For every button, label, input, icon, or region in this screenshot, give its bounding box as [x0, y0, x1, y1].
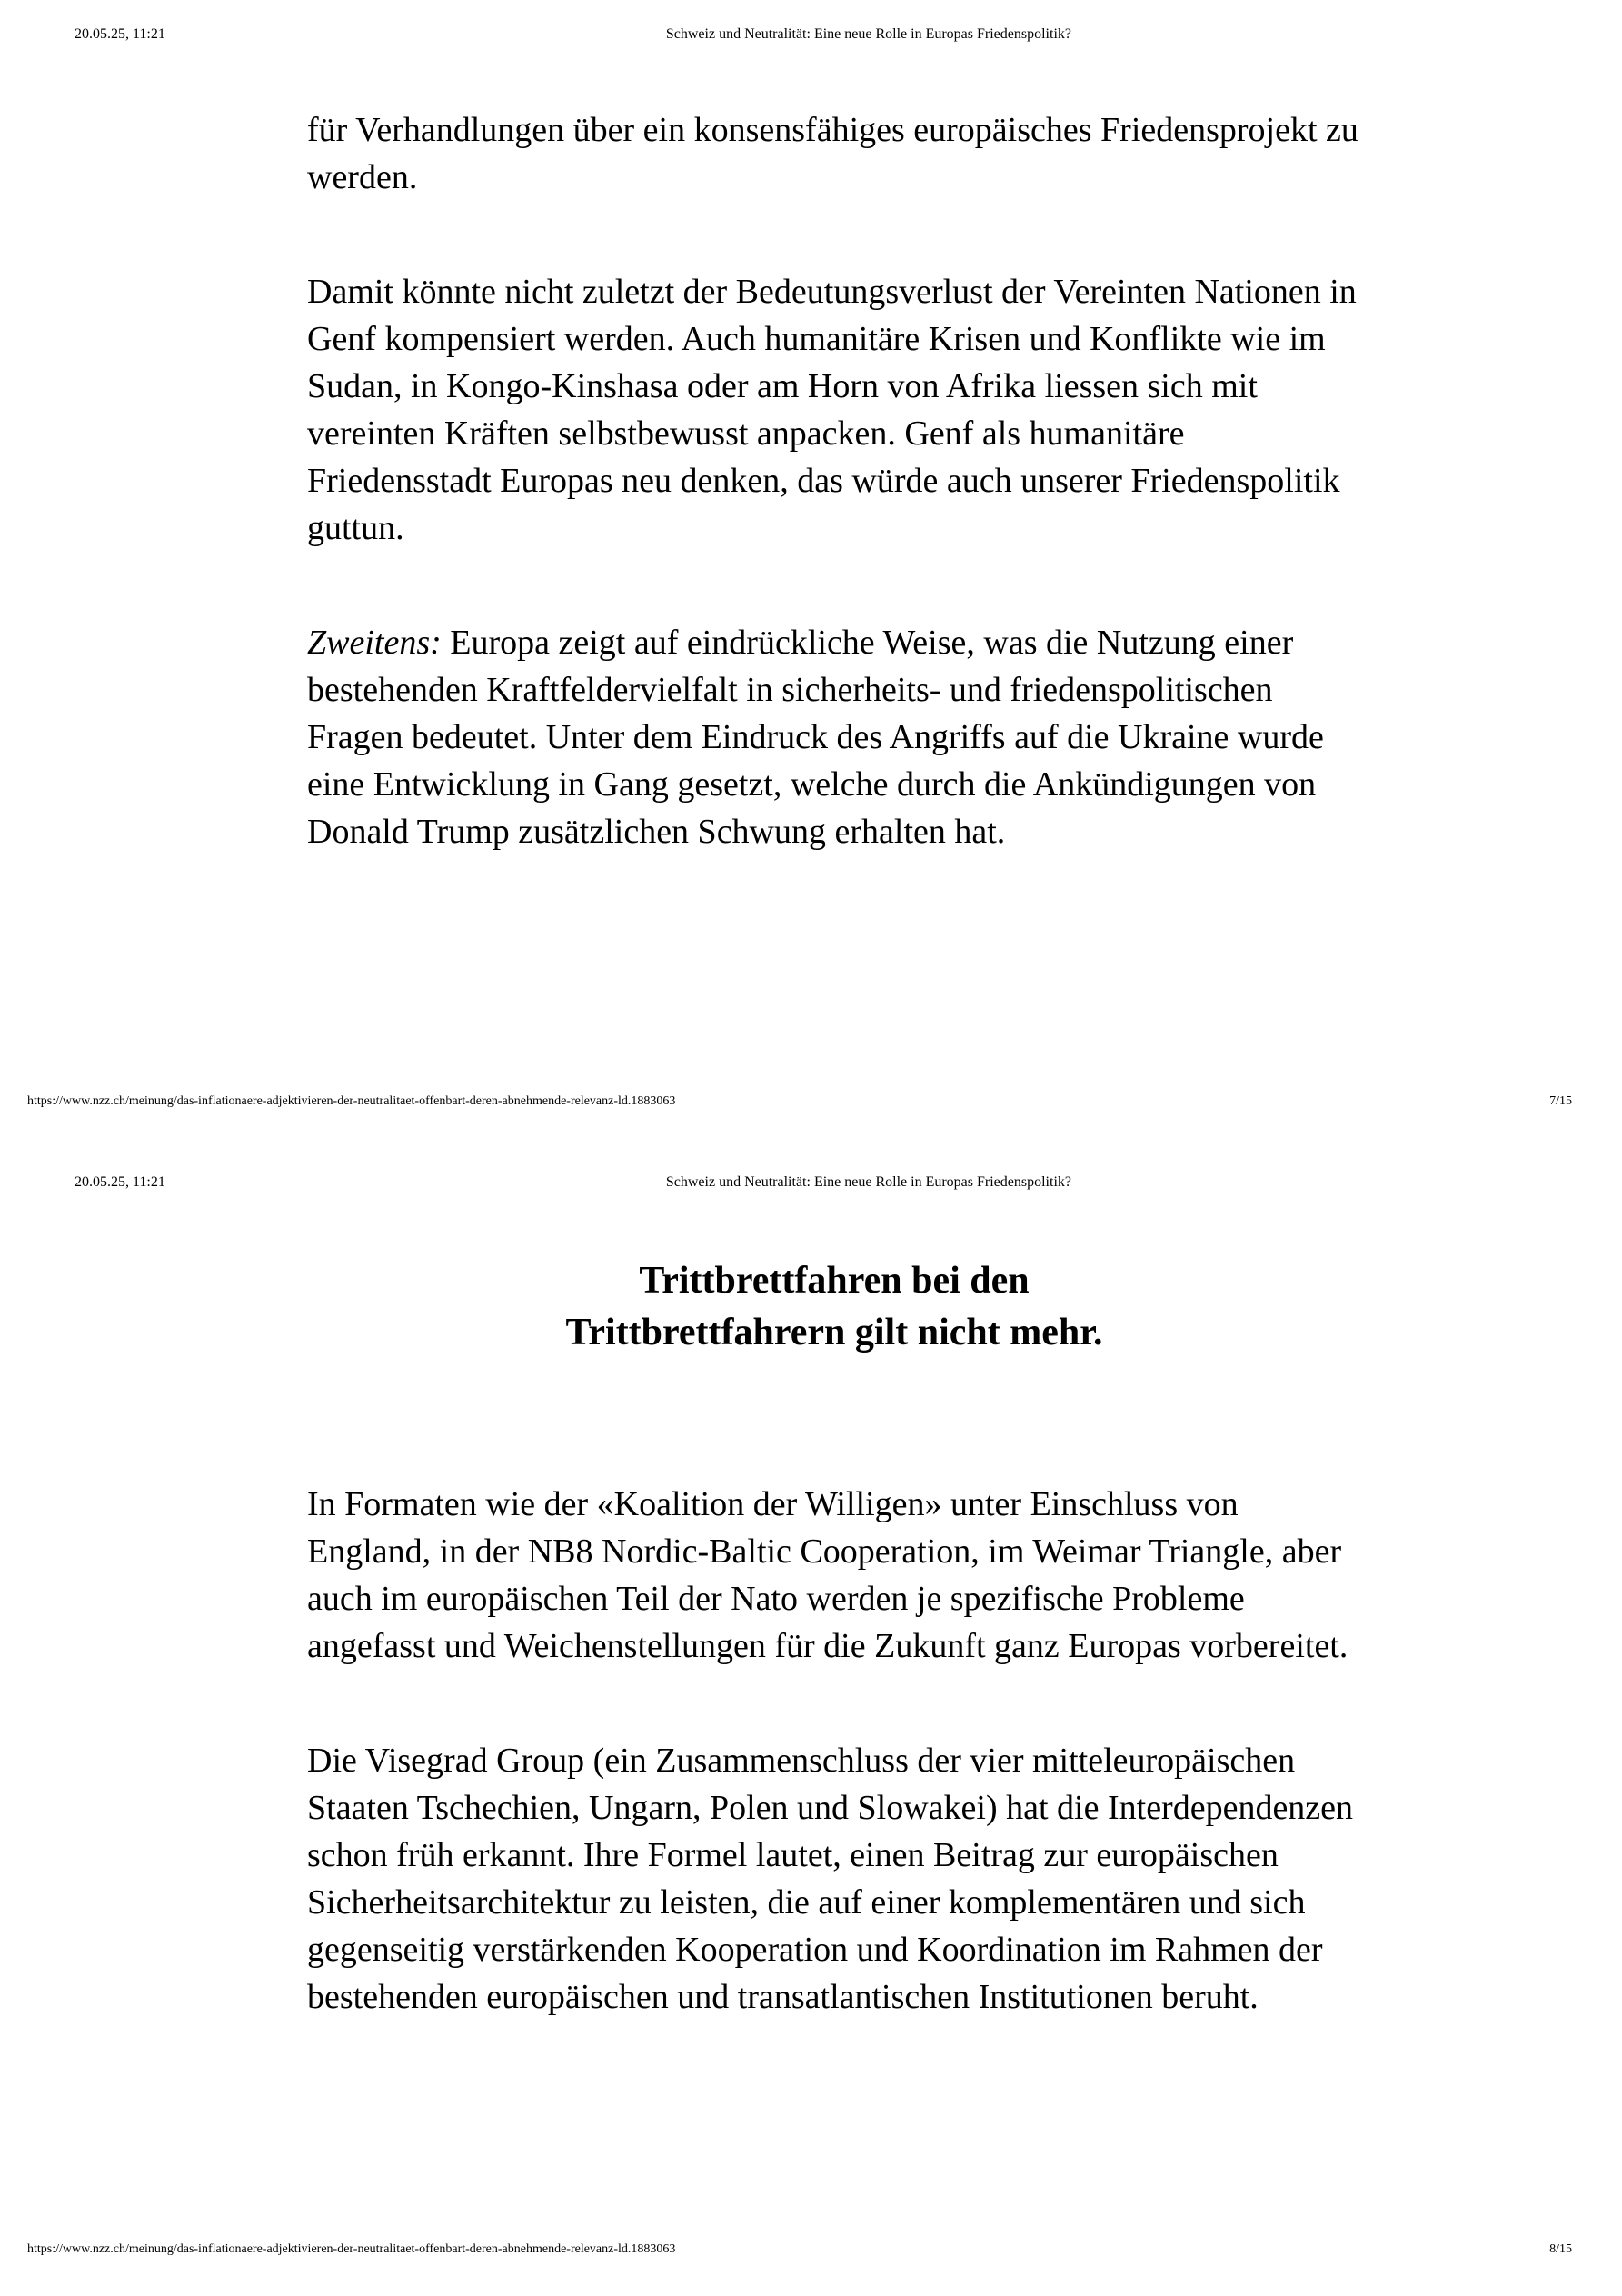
pull-quote: [307, 1255, 1361, 1359]
print-date: 20.05.25, 11:21: [75, 1174, 165, 1190]
article-paragraph: [307, 619, 1361, 855]
pull-quote-line: Trittbrettfahrern gilt nicht mehr.: [565, 1312, 1103, 1353]
footer-url: https://www.nzz.ch/meinung/das-inflationaere-adjektivieren-der-neutralitaet-offenbart-deren-abnehmende-relevanz-ld.1883063: [27, 1094, 676, 1108]
article-paragraph: In Formaten wie der «Koalition der Willigen» unter Einschluss von England, in der NB8 Nordic-Baltic Cooperation, im Weimar Triangle, aber auch im europäischen Teil der Nato werden je spezifische Probleme angefasst und Weichenstellungen für die Zukunft ganz Europas vorbereitet.: [307, 1485, 1348, 1665]
article-body: [307, 1481, 1361, 2021]
paragraph-lead-italic: Zweitens:: [307, 624, 442, 662]
print-footer: [27, 2241, 1572, 2258]
article-paragraph: Damit könnte nicht zuletzt der Bedeutungsverlust der Vereinten Nationen in Genf kompensiert werden. Auch humanitäre Krisen und Konflikte wie im Sudan, in Kongo-Kinshasa oder am Horn von Afrika liessen sich mit vereinten Kräften selbstbewusst anpacken. Genf als humanitäre Friedensstadt Europas neu denken, das würde auch unserer Friedenspolitik guttun.: [307, 273, 1357, 547]
print-title: Schweiz und Neutralität: Eine neue Rolle in Europas Friedenspolitik?: [665, 1174, 1071, 1190]
page-number: 7/15: [1549, 1094, 1572, 1108]
article-body: [307, 106, 1361, 855]
page-number: 8/15: [1549, 2242, 1572, 2256]
article-paragraph: Die Visegrad Group (ein Zusammenschluss der vier mitteleuropäischen Staaten Tschechien, Ungarn, Polen und Slowakei) hat die Interdependenzen schon früh erkannt. Ihre Formel lautet, einen Beitrag zur europäischen Sicherheitsarchitektur zu leisten, die auf einer komplementären und sich gegenseitig verstärkenden Kooperation und Koordination im Rahmen der bestehenden europäischen und transatlantischen Institutionen beruht.: [307, 1742, 1354, 2016]
printed-page-8: [0, 1148, 1622, 2296]
print-header: [75, 25, 1572, 44]
print-title: Schweiz und Neutralität: Eine neue Rolle in Europas Friedenspolitik?: [665, 26, 1071, 42]
print-date: 20.05.25, 11:21: [75, 26, 165, 42]
article-paragraph: für Verhandlungen über ein konsensfähiges europäisches Friedensprojekt zu werden.: [307, 111, 1358, 196]
pull-quote-line: Trittbrettfahren bei den: [639, 1260, 1030, 1302]
paragraph-text: Europa zeigt auf eindrückliche Weise, was die Nutzung einer bestehenden Kraftfeldervielfalt in sicherheits- und friedenspolitischen Fragen bedeutet. Unter dem Eindruck des Angriffs auf die Ukraine wurde eine Entwicklung in Gang gesetzt, welche durch die Ankündigungen von Donald Trump zusätzlichen Schwung erhalten hat.: [307, 624, 1324, 851]
print-header: [75, 1173, 1572, 1192]
print-footer: [27, 1093, 1572, 1110]
footer-url: https://www.nzz.ch/meinung/das-inflationaere-adjektivieren-der-neutralitaet-offenbart-deren-abnehmende-relevanz-ld.1883063: [27, 2242, 676, 2256]
